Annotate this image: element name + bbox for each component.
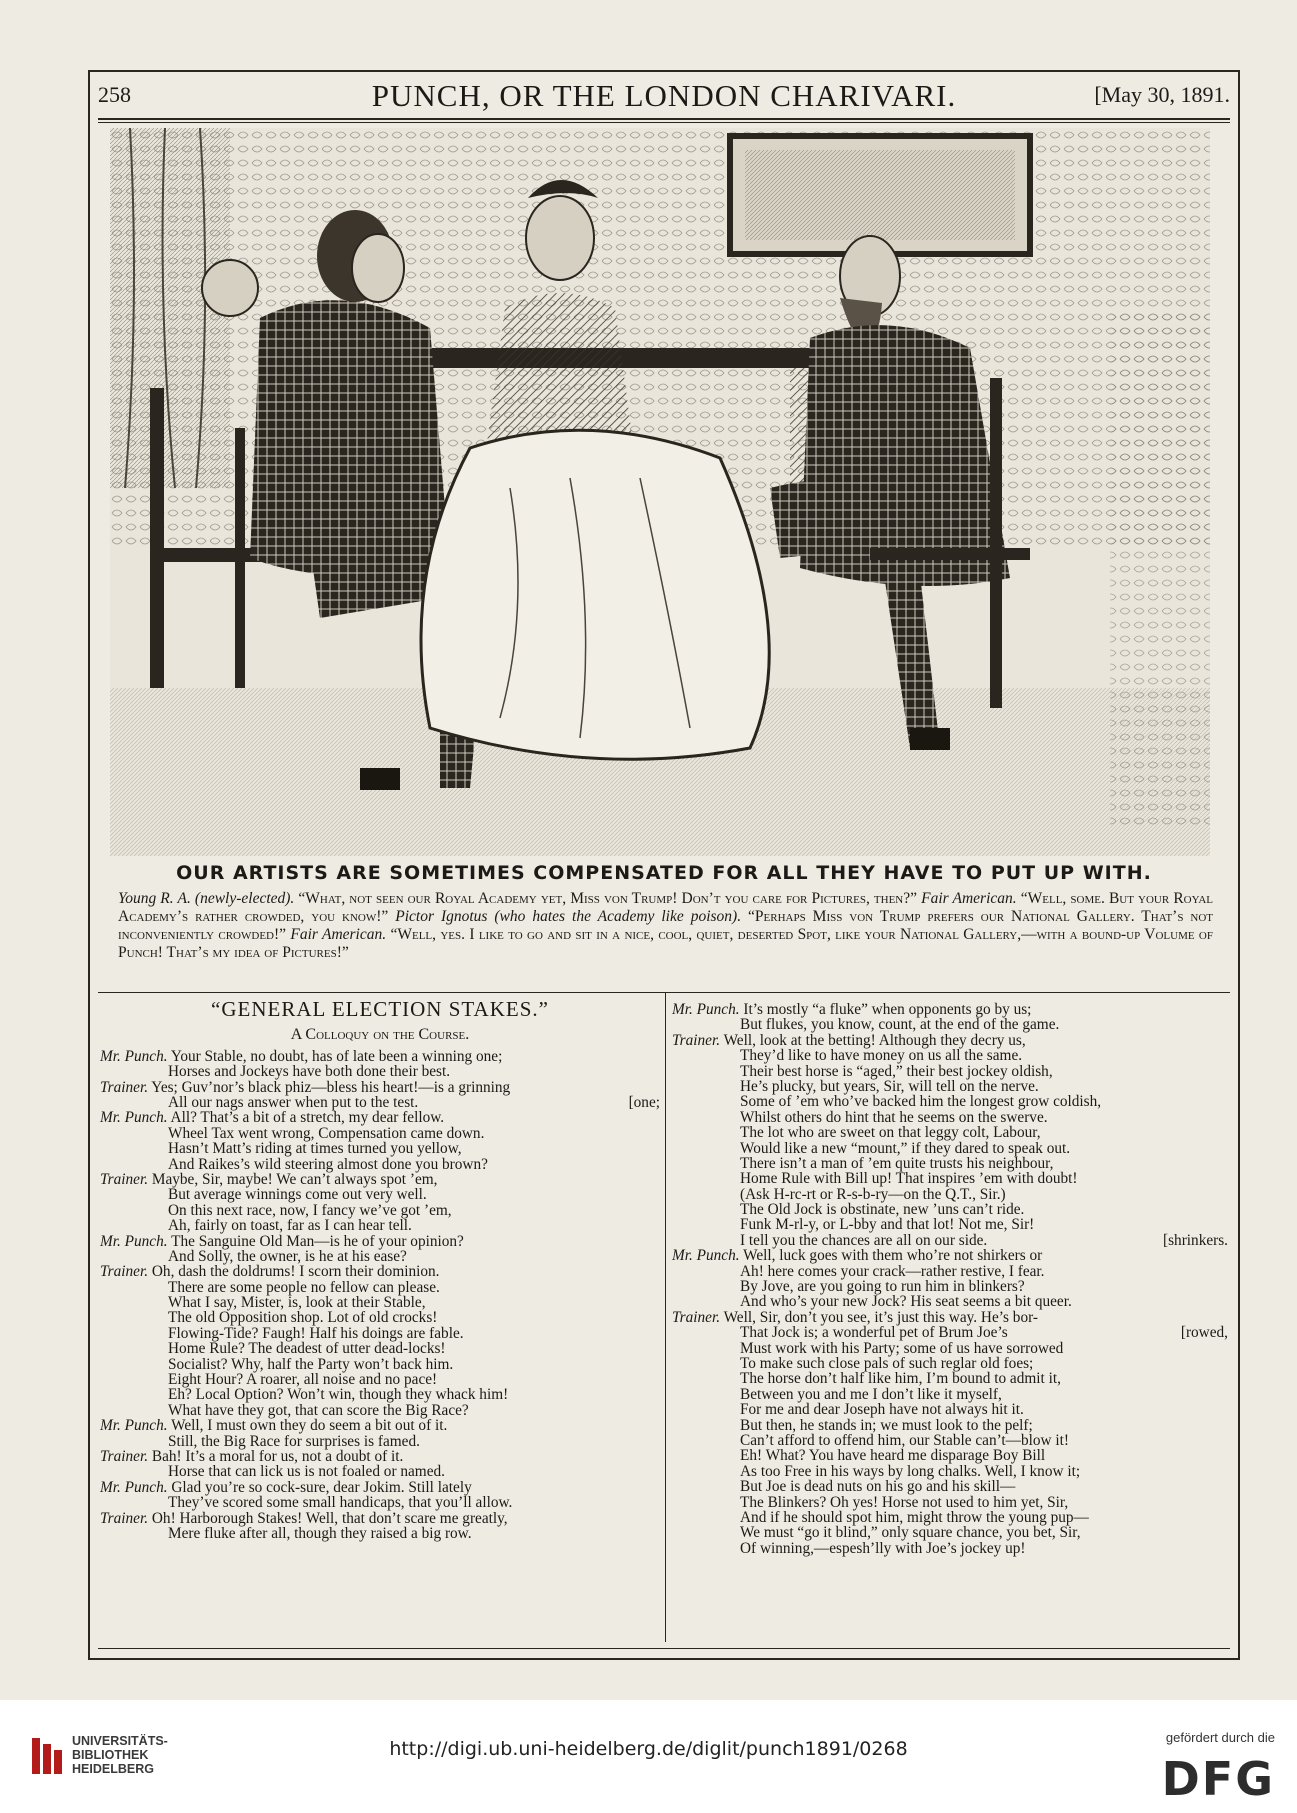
line-text: Hasn’t Matt’s riding at times turned you yellow, [168,1140,462,1158]
line-text: The Sanguine Old Man—is he of your opinion? [167,1232,464,1250]
line-text: And if he should spot him, might throw the young pup— [740,1508,1089,1526]
poem-line [672,1156,1228,1171]
poem-line [100,1203,660,1218]
poem-line [100,1080,660,1095]
poem-line [672,1341,1228,1356]
line-text: What I say, Mister, is, look at their Stable, [168,1294,426,1312]
line-text: Still, the Big Race for surprises is famed. [168,1432,420,1450]
line-text: Well, Sir, don’t you see, it’s just this way. He’s bor- [720,1308,1038,1326]
poem-line [100,1372,660,1387]
line-text: Bah! It’s a moral for us, not a doubt of it. [148,1447,404,1465]
caption-speech: “What, not seen our Royal Academy yet, Miss von Trump! Don’t you care for Pictures, then?” [298,890,922,907]
poem-line [672,1048,1228,1063]
poem-line [672,1479,1228,1494]
poem-line [672,1264,1228,1279]
poem-lines-right [672,1002,1228,1556]
line-text: Ah, fairly on toast, far as I can hear tell. [168,1217,412,1235]
poem-line [672,1002,1228,1017]
speaker-name: Mr. Punch. [100,1232,168,1250]
line-runover: [rowed, [1180,1324,1228,1342]
bottom-rule [98,1648,1230,1649]
line-text: Your Stable, no doubt, has of late been a winning one; [167,1047,503,1065]
funding-caption: gefördert durch die [1165,1730,1275,1745]
poem-line [100,1141,660,1156]
line-text: He’s plucky, but years, Sir, will tell on the nerve. [740,1077,1039,1095]
line-text: That Jock is; a wonderful pet of Brum Joe’s [740,1324,1008,1342]
speaker-name: Mr. Punch. [100,1109,168,1127]
poem-line [100,1172,660,1187]
line-text: Home Rule with Bill up! That inspires ’em with doubt! [740,1170,1078,1188]
line-text: For me and dear Joseph have not always hit it. [740,1401,1024,1419]
poem-line [672,1279,1228,1294]
line-text: But then, he stands in; we must look to the pelf; [740,1416,1033,1434]
poem-line [672,1217,1228,1232]
page-number: 258 [98,82,131,107]
caption-speaker: Pictor Ignotus (who hates the Academy like poison). [395,908,749,925]
speaker-name: Trainer. [100,1447,149,1465]
line-text: Well, I must own they do seem a bit out of it. [167,1417,448,1435]
poem-line [672,1387,1228,1402]
poem-subtitle: A Colloquy on the Course. [290,1026,470,1044]
line-text: The lot who are sweet on that leggy colt, Labour, [740,1124,1041,1142]
poem-line [100,1295,660,1310]
line-runover: [one; [628,1093,660,1111]
institution-line: UNIVERSITÄTS- [72,1734,168,1748]
line-text: By Jove, are you going to run him in blinkers? [740,1278,1025,1296]
poem-line [672,1294,1228,1309]
institution-line: BIBLIOTHEK [72,1748,149,1762]
poem-line [100,1387,660,1402]
line-text: But average winnings come out very well. [168,1186,427,1204]
line-text: And who’s your new Jock? His seat seems a bit queer. [740,1293,1072,1311]
poem-line [100,1310,660,1325]
speaker-name: Mr. Punch. [100,1417,168,1435]
poem-line [672,1141,1228,1156]
line-text: Oh, dash the doldrums! I scorn their dominion. [148,1263,440,1281]
line-text: The Old Jock is obstinate, new ’uns can’t ride. [740,1201,1025,1219]
caption-speaker: Young R. A. (newly-elected). [118,890,299,907]
line-text: There are some people no fellow can please. [168,1278,440,1296]
caption-speech: “Well, some. But your Royal Academy’s rather crowded, you know!” [118,890,1213,925]
line-text: The old Opposition shop. Lot of old crocks! [168,1309,438,1327]
cartoon-caption [118,890,1213,962]
line-text: Oh! Harborough Stakes! Well, that don’t scare me greatly, [148,1509,508,1527]
poem-line [672,1171,1228,1186]
line-text: Would like a new “mount,” if they dared to speak out. [740,1139,1071,1157]
line-text: I tell you the chances are all on our side. [740,1231,988,1249]
poem-line [672,1125,1228,1140]
cartoon-heading: OUR ARTISTS ARE SOMETIMES COMPENSATED FOR ALL THEY HAVE TO PUT UP WITH. [176,862,1152,884]
poem-line [100,1187,660,1202]
caption-speaker: Fair American. [290,926,391,943]
line-text: What have they got, that can score the Big Race? [168,1401,469,1419]
poem-lines-left [100,1049,660,1542]
speaker-name: Mr. Punch. [100,1478,168,1496]
caption-rule [98,992,1230,993]
poem-line [672,1233,1228,1248]
poem-line [672,1541,1228,1556]
speaker-name: Trainer. [100,1509,149,1527]
line-text: We must “go it blind,” only square chance, you bet, Sir, [740,1524,1081,1542]
poem-line [672,1525,1228,1540]
line-text: And Raikes’s wild steering almost done you brown? [168,1155,488,1173]
poem-line [100,1049,660,1064]
poem-line [100,1110,660,1125]
poem-line [672,1017,1228,1032]
line-text: Horse that can lick us is not foaled or named. [168,1463,445,1481]
page-header [98,78,1230,118]
dfg-logo: DFG [1161,1752,1275,1806]
poem-line [100,1264,660,1279]
line-text: Horses and Jockeys have both done their best. [168,1063,451,1081]
line-text: Of winning,—espesh’lly with Joe’s jockey up! [740,1539,1026,1557]
poem-line [100,1095,660,1110]
speaker-name: Trainer. [100,1170,149,1188]
line-text: On this next race, now, I fancy we’ve got ’em, [168,1201,452,1219]
speaker-name: Mr. Punch. [672,1001,740,1018]
line-text: Flowing-Tide? Faugh! Half his doings are fable. [168,1324,464,1342]
line-text: And Solly, the owner, is he at his ease? [168,1247,407,1265]
poem-line [100,1464,660,1479]
poem-line [100,1357,660,1372]
poem-line [100,1526,660,1541]
line-text: Eh? Local Option? Won’t win, though they whack him! [168,1386,509,1404]
speaker-name: Mr. Punch. [672,1247,740,1265]
cartoon-illustration [110,128,1210,856]
line-text: Glad you’re so cock-sure, dear Jokim. Still lately [167,1478,472,1496]
poem-line [672,1433,1228,1448]
caption-speaker: Fair American. [921,890,1021,907]
line-text: Well, look at the betting! Although they decry us, [720,1031,1026,1049]
line-text: There isn’t a man of ’em quite trusts his neighbour, [740,1154,1054,1172]
poem-line [100,1480,660,1495]
poem-line [100,1495,660,1510]
poem-line [100,1218,660,1233]
line-text: But flukes, you know, count, at the end of the game. [740,1016,1060,1034]
line-text: They’ve scored some small handicaps, that you’ll allow. [168,1494,513,1512]
line-text: All our nags answer when put to the test. [168,1093,419,1111]
poem-line [672,1325,1228,1340]
poem-line [100,1249,660,1264]
poem-line [672,1248,1228,1263]
line-text: Mere fluke after all, though they raised a big row. [168,1524,472,1542]
line-text: Between you and me I don’t like it myself, [740,1385,1002,1403]
line-text: Their best horse is “aged,” their best jockey oldish, [740,1062,1053,1080]
line-text: (Ask H-rc-rt or R-s-b-ry—on the Q.T., Sir.) [740,1185,1006,1203]
line-text: To make such close pals of such reglar old foes; [740,1354,1034,1372]
poem-line [100,1126,660,1141]
poem-line [672,1448,1228,1463]
line-runover: [shrinkers. [1163,1231,1228,1249]
line-text: Some of ’em who’ve backed him the longest grow coldish, [740,1093,1102,1111]
poem-line [672,1418,1228,1433]
header-rule [98,118,1230,123]
poem-column-left [100,997,660,1542]
poem-line [100,1326,660,1341]
poem-line [672,1033,1228,1048]
line-text: The Blinkers? Oh yes! Horse not used to him yet, Sir, [740,1493,1069,1511]
poem-line [100,1064,660,1079]
line-text: Wheel Tax went wrong, Compensation came down. [168,1124,485,1142]
line-text: Whilst others do hint that he seems on the swerve. [740,1108,1048,1126]
poem-line [100,1449,660,1464]
poem-line [672,1202,1228,1217]
poem-line [672,1402,1228,1417]
poem-line [100,1511,660,1526]
line-text: It’s mostly “a fluke” when opponents go by us; [739,1001,1032,1018]
poem-line [672,1094,1228,1109]
institution-line: HEIDELBERG [72,1762,154,1776]
poem-title: “GENERAL ELECTION STAKES.” [211,997,549,1021]
line-text: Socialist? Why, half the Party won’t back him. [168,1355,454,1373]
line-text: Maybe, Sir, maybe! We can’t always spot ’em, [148,1170,438,1188]
poem-line [100,1234,660,1249]
line-text: Can’t afford to offend him, our Stable can’t—blow it! [740,1431,1069,1449]
poem-line [672,1079,1228,1094]
caption-speech: “Perhaps Miss von Trump prefers our National Gallery. That’s not inconveniently crowded!” [118,908,1213,943]
poem-line [672,1371,1228,1386]
line-text: The horse don’t half like him, I’m bound to admit it, [740,1370,1061,1388]
poem-line [672,1464,1228,1479]
poem-line [672,1510,1228,1525]
poem-line [100,1280,660,1295]
source-url-link[interactable]: http://digi.ub.uni-heidelberg.de/diglit/punch1891/0268 [389,1738,908,1760]
line-text: All? That’s a bit of a stretch, my dear fellow. [167,1109,445,1127]
poem-line [672,1495,1228,1510]
line-text: Yes; Guv’nor’s black phiz—bless his heart!—is a grinning [148,1078,511,1096]
line-text: They’d like to have money on us all the same. [740,1047,1023,1065]
poem-line [100,1418,660,1433]
speaker-name: Mr. Punch. [100,1047,168,1065]
line-text: Must work with his Party; some of us have sorrowed [740,1339,1064,1357]
line-text: But Joe is dead nuts on his go and his skill— [740,1478,1016,1496]
line-text: As too Free in his ways by long chalks. Well, I know it; [740,1462,1081,1480]
poem-line [672,1110,1228,1125]
poem-line [672,1356,1228,1371]
speaker-name: Trainer. [672,1031,721,1049]
line-text: Well, luck goes with them who’re not shirkers or [739,1247,1043,1265]
line-text: Ah! here comes your crack—rather restive, I fear. [740,1262,1045,1280]
poem-line [672,1310,1228,1325]
line-text: Home Rule? The deadest of utter dead-locks! [168,1340,446,1358]
poem-line [100,1434,660,1449]
line-text: Eight Hour? A roarer, all noise and no pace! [168,1371,438,1389]
issue-date: [May 30, 1891. [1094,82,1230,107]
poem-line [672,1064,1228,1079]
poem-column-right [672,1002,1228,1556]
speaker-name: Trainer. [100,1078,149,1096]
poem-line [100,1341,660,1356]
periodical-title: PUNCH, OR THE LONDON CHARIVARI. [371,78,957,113]
poem-line [100,1157,660,1172]
line-text: Eh! What? You have heard me disparage Boy Bill [740,1447,1046,1465]
poem-line [672,1187,1228,1202]
speaker-name: Trainer. [672,1308,721,1326]
column-divider [665,992,666,1642]
line-text: Funk M-rl-y, or L-bby and that lot! Not me, Sir! [740,1216,1035,1234]
caption-speech: “Well, yes. I like to go and sit in a nice, cool, quiet, deserted Spot, like your National Gallery,—with a bound-up Volume of Punch! That’s my idea of Pictures!” [118,926,1213,961]
poem-line [100,1403,660,1418]
speaker-name: Trainer. [100,1263,149,1281]
